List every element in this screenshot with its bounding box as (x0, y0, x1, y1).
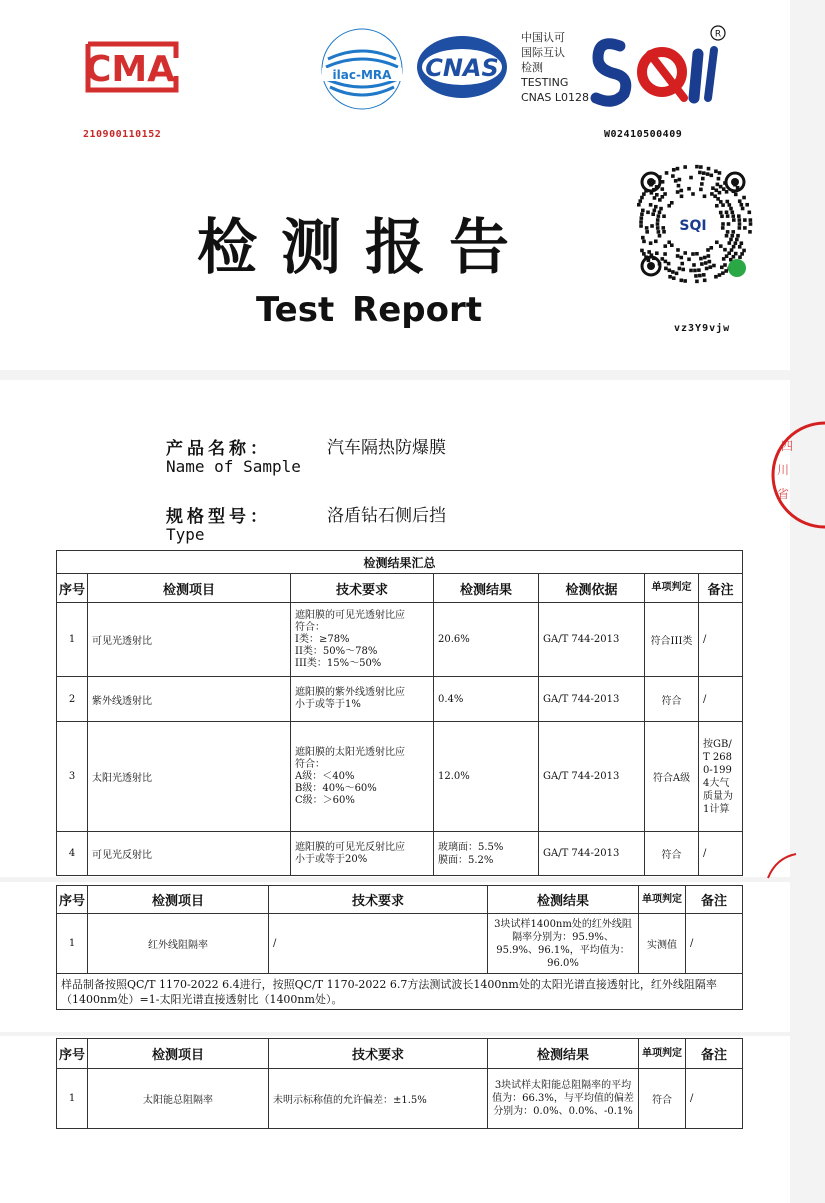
cell-basis: GA/T 744-2013 (539, 832, 645, 876)
col-header-basis: 检测依据 (539, 574, 645, 603)
svg-text:省: 省 (777, 487, 790, 501)
ilac-mra-logo (320, 27, 404, 111)
svg-text:川: 川 (777, 463, 790, 477)
table-row (57, 1069, 743, 1129)
table-row (57, 832, 743, 876)
col-header-note: 备注 (699, 574, 743, 603)
col-header-judgement: 单项判定 (639, 1039, 686, 1069)
cell-result: 0.4% (434, 677, 539, 722)
req-line: 遮阳膜的可见光透射比应 (295, 609, 405, 621)
cell-no: 1 (57, 603, 88, 677)
cell-no: 1 (57, 914, 88, 974)
report-title-en: Test Report (255, 290, 483, 330)
cell-no: 3 (57, 722, 88, 832)
col-header-requirement: 技术要求 (269, 886, 488, 914)
cell-requirement (291, 832, 434, 876)
sample-name-value: 汽车隔热防爆膜 (327, 438, 446, 458)
cell-item: 可见光反射比 (88, 832, 291, 876)
svg-text:SQI: SQI (679, 218, 707, 234)
cell-result: 3块试样1400nm处的红外线阻隔率分别为：95.9%、95.9%、96.1%，平均值为：96.0% (488, 914, 639, 974)
cell-judgement: 符合A级 (645, 722, 699, 832)
report-title-cn: 检测报告 (197, 213, 533, 283)
req-line: 遮阳膜的可见光反射比应 (295, 841, 405, 853)
cell-basis: GA/T 744-2013 (539, 722, 645, 832)
cnas-accreditation-text (521, 30, 589, 105)
ilac-mra-text: ilac-MRA (332, 68, 392, 82)
cell-item: 红外线阻隔率 (88, 914, 269, 974)
req-line: 遮阳膜的紫外线透射比应 (295, 687, 405, 698)
cell-requirement (291, 603, 434, 677)
cma-logo (78, 38, 186, 96)
col-header-requirement: 技术要求 (269, 1039, 488, 1069)
cell-note: / (686, 914, 743, 974)
cnas-logo (415, 34, 509, 100)
cnas-line-5: CNAS L0128 (521, 91, 590, 104)
col-header-judgement: 单项判定 (639, 886, 686, 914)
summary-table-caption: 检测结果汇总 (57, 551, 743, 574)
cell-note: / (699, 832, 743, 876)
cell-requirement: / (269, 914, 488, 974)
cell-result: 3块试样太阳能总阻隔率的平均值为：66.3%，与平均值的偏差分别为：0.0%、0.0%、-0.1% (488, 1069, 639, 1129)
cnas-line-1: 中国认可 (521, 31, 565, 44)
cell-note: 按GB/T 2680-1994大气质量为1计算 (699, 722, 743, 832)
cell-no: 2 (57, 677, 88, 722)
col-header-no: 序号 (57, 886, 88, 914)
svg-text:四: 四 (781, 439, 794, 453)
cell-judgement: 符合 (639, 1069, 686, 1129)
req-line: B级：40%～60% (295, 782, 377, 794)
cell-note: / (686, 1069, 743, 1129)
req-line: II类：50%～78% (295, 645, 378, 657)
table-row (57, 603, 743, 677)
col-header-result: 检测结果 (488, 886, 639, 914)
req-line: 符合： (295, 621, 325, 633)
red-stamp-fragment (766, 850, 796, 880)
summary-table (56, 550, 743, 876)
cert-number-left: 210900110152 (83, 129, 162, 140)
col-header-item: 检测项目 (88, 574, 291, 603)
req-line: 符合： (295, 758, 325, 770)
type-label-cn: 规格型号： (166, 507, 271, 527)
req-line: I类：≥78% (295, 633, 350, 645)
req-line: 遮阳膜的太阳光透射比应 (295, 746, 405, 758)
infrared-table (56, 885, 743, 1010)
cnas-line-3: 检测 (521, 61, 543, 74)
cell-basis: GA/T 744-2013 (539, 603, 645, 677)
col-header-judgement: 单项判定 (645, 574, 699, 603)
table-row (57, 914, 743, 974)
cert-number-right: W02410500409 (604, 129, 683, 140)
red-stamp (765, 420, 825, 530)
cell-basis: GA/T 744-2013 (539, 677, 645, 722)
table-row (57, 677, 743, 722)
type-value: 洛盾钻石侧后挡 (327, 506, 446, 526)
req-line: III类：15%～50% (295, 657, 382, 669)
col-header-note: 备注 (686, 886, 743, 914)
cma-logo-text: CMA (84, 49, 176, 90)
req-line: C级：＞60% (295, 794, 355, 806)
cell-item: 太阳能总阻隔率 (88, 1069, 269, 1129)
cell-item: 紫外线透射比 (88, 677, 291, 722)
cnas-line-4: TESTING (521, 76, 569, 89)
sqi-logo (590, 24, 730, 110)
cell-judgement: 符合 (645, 832, 699, 876)
cnas-line-2: 国际互认 (521, 46, 565, 59)
cell-requirement (291, 722, 434, 832)
table-row (57, 722, 743, 832)
cell-result: 20.6% (434, 603, 539, 677)
qr-verification-code: vz3Y9vjw (674, 323, 731, 334)
req-line: A级：＜40% (295, 770, 355, 782)
req-line: 小于或等于1% (295, 699, 361, 710)
col-header-item: 检测项目 (88, 886, 269, 914)
sample-name-label-cn: 产品名称： (166, 439, 271, 459)
col-header-requirement: 技术要求 (291, 574, 434, 603)
cell-item: 可见光透射比 (88, 603, 291, 677)
col-header-item: 检测项目 (88, 1039, 269, 1069)
cell-result: 玻璃面：5.5% 膜面：5.2% (434, 832, 539, 876)
cell-requirement (291, 677, 434, 722)
cell-result: 12.0% (434, 722, 539, 832)
cell-no: 4 (57, 832, 88, 876)
cell-requirement: 未明示标称值的允许偏差：±1.5% (269, 1069, 488, 1129)
col-header-result: 检测结果 (488, 1039, 639, 1069)
sample-name-label-en: Name of Sample (166, 457, 301, 476)
cell-judgement: 符合 (645, 677, 699, 722)
req-line: 小于或等于20% (295, 853, 368, 865)
infrared-footnote: 样品制备按照QC/T 1170-2022 6.4进行，按照QC/T 1170-2022 6.7方法测试波长1400nm处的太阳光谱直接透射比，红外线阻隔率（1400nm处）=1-太阳光谱直接透射比（1400nm处）。 (57, 974, 743, 1010)
cell-note: / (699, 603, 743, 677)
type-label-en: Type (166, 525, 205, 544)
cell-item: 太阳光透射比 (88, 722, 291, 832)
col-header-note: 备注 (686, 1039, 743, 1069)
col-header-result: 检测结果 (434, 574, 539, 603)
cell-judgement: 符合III类 (645, 603, 699, 677)
col-header-no: 序号 (57, 1039, 88, 1069)
cnas-logo-text: CNAS (425, 54, 499, 82)
col-header-no: 序号 (57, 574, 88, 603)
svg-text:R: R (714, 29, 722, 40)
cell-no: 1 (57, 1069, 88, 1129)
solar-table (56, 1038, 743, 1129)
cell-note: / (699, 677, 743, 722)
cell-judgement: 实测值 (639, 914, 686, 974)
